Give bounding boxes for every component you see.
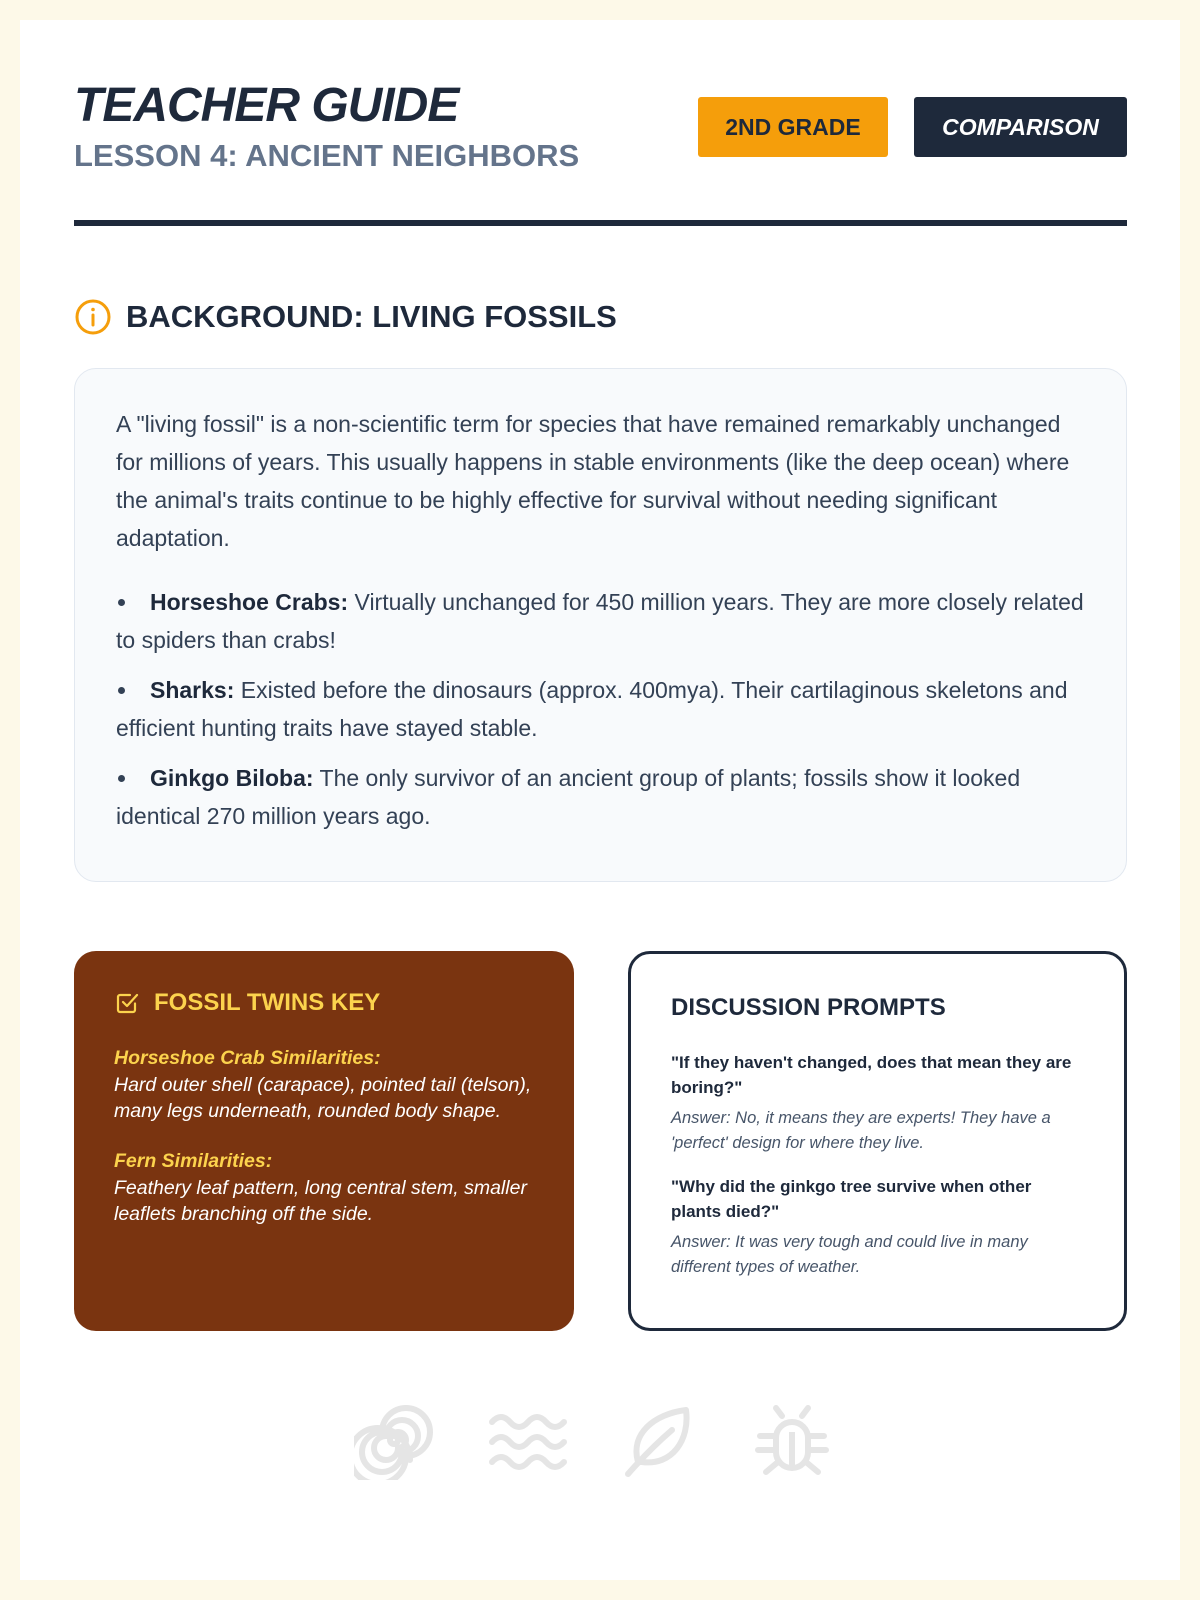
background-card [74, 368, 1127, 882]
discussion-prompts-card [628, 951, 1127, 1331]
page-title: TEACHER GUIDE [74, 79, 459, 132]
background-intro: A "living fossil" is a non-scientific term for species that have remained remarkably unchanged for millions of years. This usually happens in stable environments (like the deep ocean) where the animal's traits continue to be highly effective for survival without needing significant adaptation. [116, 411, 1070, 551]
list-item [116, 759, 1086, 835]
fact-text: The only survivor of an ancient group of plants; fossils show it looked identical 270 million years ago. [116, 765, 1021, 829]
info-icon [74, 298, 112, 336]
fact-name: Sharks: [150, 677, 235, 703]
fact-name: Ginkgo Biloba: [150, 765, 314, 791]
discussion-question: "Why did the ginkgo tree survive when other plants died?" [671, 1177, 1032, 1221]
fact-text: Virtually unchanged for 450 million years. They are more closely related to spiders than crabs! [116, 589, 1084, 653]
discussion-title: DISCUSSION PROMPTS [671, 994, 946, 1021]
checkbox-icon [114, 990, 140, 1016]
key-label: Horseshoe Crab Similarities: [114, 1047, 381, 1069]
discussion-answer: Answer: It was very tough and could live in many different types of weather. [671, 1233, 1028, 1276]
key-text: Hard outer shell (carapace), pointed tail (telson), many legs underneath, rounded body shape. [114, 1074, 532, 1122]
fossil-twins-key-card [74, 951, 574, 1331]
leaf-icon [620, 1400, 700, 1480]
bug-icon [752, 1400, 832, 1480]
fact-text: Existed before the dinosaurs (approx. 400mya). Their cartilaginous skeletons and efficient hunting traits have stayed stable. [116, 677, 1068, 741]
fact-name: Horseshoe Crabs: [150, 589, 349, 615]
discussion-question: "If they haven't changed, does that mean they are boring?" [671, 1053, 1072, 1097]
discussion-answer: Answer: No, it means they are experts! They have a 'perfect' design for where they live. [671, 1109, 1051, 1152]
grade-badge: 2ND GRADE [698, 97, 888, 157]
lesson-subtitle: LESSON 4: ANCIENT NEIGHBORS [74, 138, 580, 173]
lesson-type-badge: COMPARISON [914, 97, 1127, 157]
background-heading: BACKGROUND: LIVING FOSSILS [126, 299, 617, 334]
list-item [116, 583, 1086, 659]
decorative-icon-row [354, 1400, 834, 1490]
key-header [114, 989, 534, 1017]
guide-page [20, 20, 1180, 1580]
key-text: Feathery leaf pattern, long central stem, smaller leaflets branching off the side. [114, 1177, 527, 1225]
header-divider [74, 220, 1127, 226]
facts-list [116, 583, 1086, 835]
list-item [116, 671, 1086, 747]
key-label: Fern Similarities: [114, 1150, 273, 1172]
spiral-icon [354, 1400, 434, 1480]
key-title: FOSSIL TWINS KEY [154, 989, 381, 1016]
waves-icon [488, 1400, 568, 1480]
